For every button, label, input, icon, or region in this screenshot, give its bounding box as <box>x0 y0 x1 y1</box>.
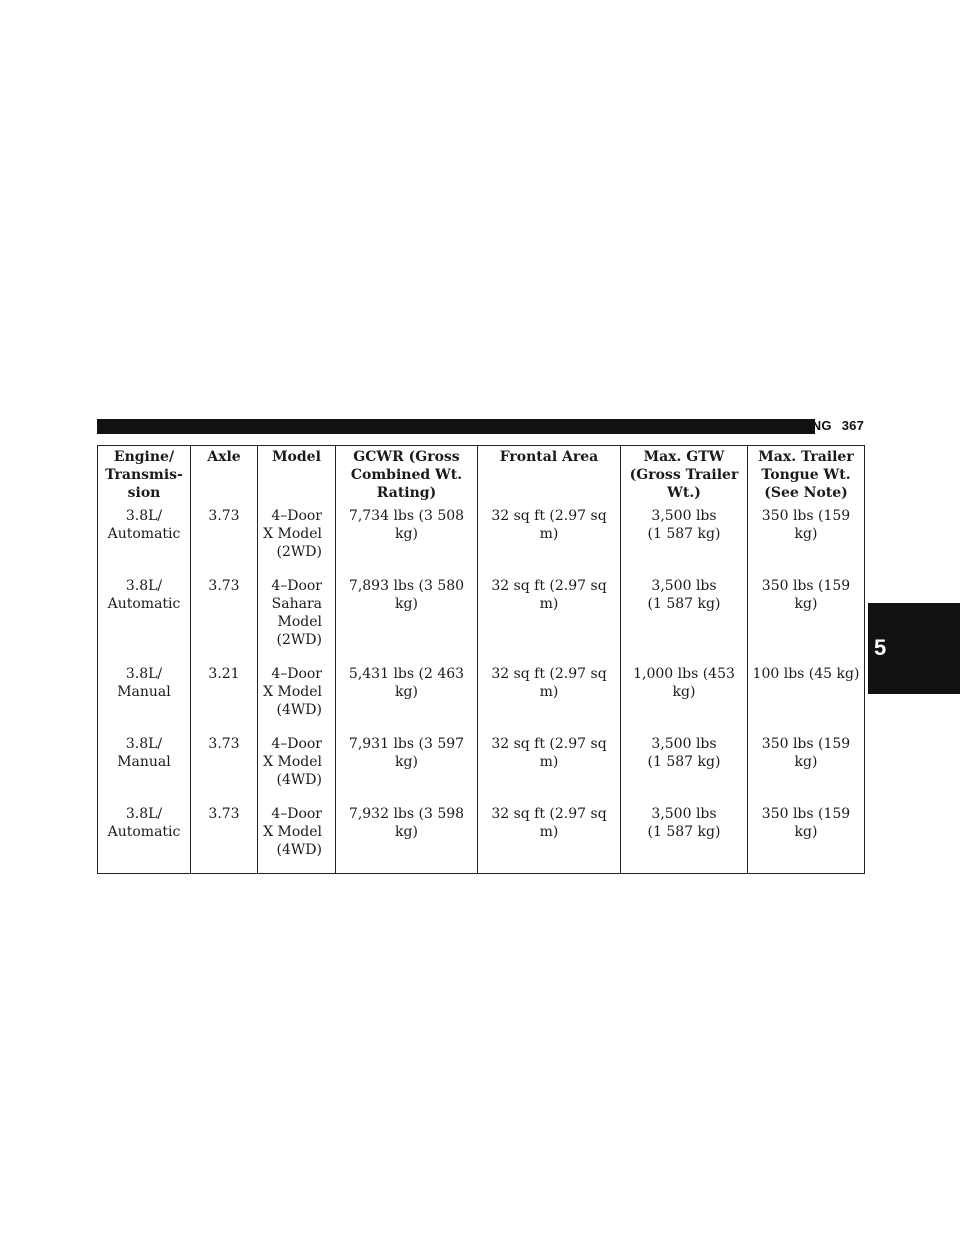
cell-max-gtw <box>621 575 748 663</box>
cell-gcwr <box>336 733 478 803</box>
cell-line: 350 lbs (159 kg) <box>761 736 851 770</box>
cell-line: 3,500 lbs <box>651 736 717 752</box>
cell-model <box>258 733 336 803</box>
cell-max-tongue-wt <box>748 663 865 733</box>
cell-gcwr <box>336 803 478 874</box>
cell-line: 3,500 lbs <box>651 508 717 524</box>
cell-line: 4–Door <box>271 806 322 822</box>
cell-line: 7,932 lbs (3 598 kg) <box>348 806 465 840</box>
cell-line: 3.8L/ <box>125 736 163 752</box>
cell-line: 4–Door <box>271 736 322 752</box>
cell-axle <box>191 663 258 733</box>
table-row <box>98 733 865 803</box>
header-line: Combined Wt. <box>350 467 463 483</box>
cell-line: Manual <box>117 684 171 700</box>
column-header-axle <box>191 446 258 506</box>
cell-line: Sahara <box>271 596 322 612</box>
table-row <box>98 803 865 874</box>
page-number: 367 <box>841 418 864 433</box>
cell-line: 3.73 <box>208 578 240 594</box>
cell-axle <box>191 575 258 663</box>
cell-line: 32 sq ft (2.97 sq m) <box>491 508 607 542</box>
cell-max-tongue-wt <box>748 803 865 874</box>
chapter-number: 5 <box>874 635 887 660</box>
header-line: Frontal Area <box>499 449 599 465</box>
cell-line: (1 587 kg) <box>647 526 721 542</box>
cell-line: X Model <box>263 754 322 770</box>
header-line: (See Note) <box>764 485 848 501</box>
cell-max-tongue-wt <box>748 505 865 575</box>
header-line: Transmis- <box>105 467 183 483</box>
header-line: Max. Trailer <box>758 449 854 465</box>
cell-line: X Model <box>263 684 322 700</box>
cell-line: X Model <box>263 824 322 840</box>
cell-max-tongue-wt <box>748 733 865 803</box>
towing-spec-table <box>97 445 865 874</box>
cell-line: 3.8L/ <box>125 666 163 682</box>
cell-line: Model <box>277 614 322 630</box>
cell-line: 5,431 lbs (2 463 kg) <box>348 666 465 700</box>
cell-line: 3,500 lbs <box>651 806 717 822</box>
cell-model <box>258 575 336 663</box>
header-line: Rating) <box>376 485 437 501</box>
table-row <box>98 663 865 733</box>
cell-axle <box>191 505 258 575</box>
header-line: GCWR (Gross <box>353 449 460 465</box>
header-line: (Gross Trailer <box>629 467 739 483</box>
cell-max-tongue-wt <box>748 575 865 663</box>
column-header-gcwr <box>336 446 478 506</box>
cell-max-gtw <box>621 733 748 803</box>
column-header-model <box>258 446 336 506</box>
column-header-engine-transmission <box>98 446 191 506</box>
cell-frontal-area <box>478 575 621 663</box>
cell-line: 3.73 <box>208 806 240 822</box>
cell-gcwr <box>336 505 478 575</box>
cell-axle <box>191 803 258 874</box>
column-header-max-tongue-wt <box>748 446 865 506</box>
cell-max-gtw <box>621 663 748 733</box>
header-line: Max. GTW <box>643 449 725 465</box>
cell-line: 3.21 <box>208 666 240 682</box>
header-line: Wt.) <box>667 485 701 501</box>
cell-engine-transmission <box>98 575 191 663</box>
cell-line: (2WD) <box>276 632 322 648</box>
section-title: STARTING AND OPERATING <box>650 418 832 433</box>
cell-line: (4WD) <box>276 702 322 718</box>
running-header <box>651 418 864 433</box>
table-row <box>98 505 865 575</box>
cell-max-gtw <box>621 505 748 575</box>
column-header-frontal-area <box>478 446 621 506</box>
cell-line: 7,931 lbs (3 597 kg) <box>348 736 465 770</box>
cell-frontal-area <box>478 505 621 575</box>
cell-frontal-area <box>478 663 621 733</box>
cell-engine-transmission <box>98 803 191 874</box>
table-row <box>98 575 865 663</box>
cell-engine-transmission <box>98 663 191 733</box>
cell-line: 3.8L/ <box>125 508 163 524</box>
header-line: sion <box>127 485 161 501</box>
cell-line: Automatic <box>107 596 181 612</box>
cell-line: 32 sq ft (2.97 sq m) <box>491 806 607 840</box>
cell-line: 3.8L/ <box>125 578 163 594</box>
cell-gcwr <box>336 575 478 663</box>
cell-line: 3,500 lbs <box>651 578 717 594</box>
table-header <box>98 446 865 506</box>
cell-model <box>258 505 336 575</box>
cell-line: (1 587 kg) <box>647 596 721 612</box>
cell-line: 4–Door <box>271 666 322 682</box>
cell-axle <box>191 733 258 803</box>
cell-line: 350 lbs (159 kg) <box>761 508 851 542</box>
cell-line: 3.8L/ <box>125 806 163 822</box>
cell-line: 100 lbs (45 kg) <box>752 666 860 682</box>
cell-line: 350 lbs (159 kg) <box>761 806 851 840</box>
cell-line: 350 lbs (159 kg) <box>761 578 851 612</box>
cell-line: (4WD) <box>276 842 322 858</box>
cell-line: 32 sq ft (2.97 sq m) <box>491 578 607 612</box>
cell-gcwr <box>336 663 478 733</box>
cell-engine-transmission <box>98 505 191 575</box>
cell-line: 7,893 lbs (3 580 kg) <box>348 578 465 612</box>
cell-line: 32 sq ft (2.97 sq m) <box>491 666 607 700</box>
cell-line: 4–Door <box>271 508 322 524</box>
cell-line: (1 587 kg) <box>647 754 721 770</box>
header-line: Axle <box>207 449 241 465</box>
cell-line: 3.73 <box>208 736 240 752</box>
cell-max-gtw <box>621 803 748 874</box>
cell-line: 4–Door <box>271 578 322 594</box>
cell-line: 32 sq ft (2.97 sq m) <box>491 736 607 770</box>
cell-line: X Model <box>263 526 322 542</box>
header-row <box>98 446 865 506</box>
cell-model <box>258 663 336 733</box>
cell-line: Automatic <box>107 526 181 542</box>
cell-line: (1 587 kg) <box>647 824 721 840</box>
chapter-tab <box>868 603 960 694</box>
header-line: Engine/ <box>113 449 175 465</box>
cell-line: 3.73 <box>208 508 240 524</box>
cell-line: Automatic <box>107 824 181 840</box>
table-body <box>98 505 865 874</box>
cell-model <box>258 803 336 874</box>
header-line: Tongue Wt. <box>761 467 851 483</box>
cell-line: Manual <box>117 754 171 770</box>
cell-engine-transmission <box>98 733 191 803</box>
header-line: Model <box>272 449 321 465</box>
cell-line: (4WD) <box>276 772 322 788</box>
cell-frontal-area <box>478 733 621 803</box>
column-header-max-gtw <box>621 446 748 506</box>
cell-line: 1,000 lbs (453 kg) <box>633 666 735 700</box>
cell-line: (2WD) <box>276 544 322 560</box>
cell-line: 7,734 lbs (3 508 kg) <box>348 508 465 542</box>
cell-frontal-area <box>478 803 621 874</box>
